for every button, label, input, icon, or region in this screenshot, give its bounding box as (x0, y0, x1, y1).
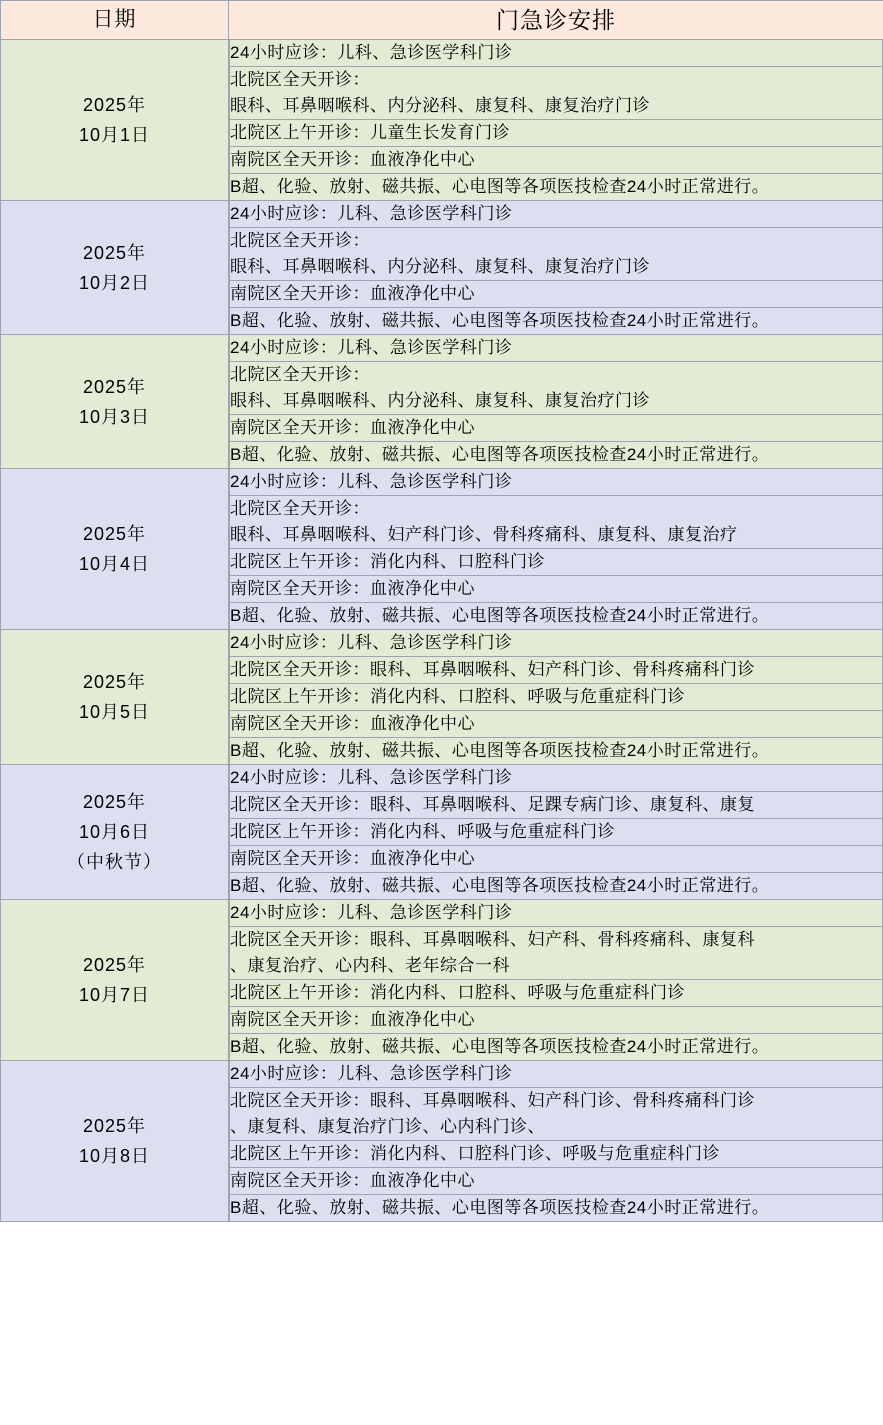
schedule-item-line: 24小时应诊：儿科、急诊医学科门诊 (230, 1064, 513, 1083)
schedule-item-line: 24小时应诊：儿科、急诊医学科门诊 (230, 903, 513, 922)
schedule-item-line: 南院区全天开诊：血液净化中心 (230, 849, 475, 868)
schedule-item-row (230, 1168, 883, 1195)
schedule-item-row (230, 1088, 883, 1141)
schedule-item (230, 657, 883, 684)
schedule-item-row (230, 335, 883, 362)
schedule-cell (229, 40, 883, 201)
schedule-cell (229, 765, 883, 900)
schedule-item-row (230, 603, 883, 630)
schedule-item-row (230, 40, 883, 67)
schedule-item (230, 496, 883, 549)
schedule-item-row (230, 738, 883, 765)
date-cell (1, 335, 229, 469)
schedule-cell (229, 1061, 883, 1222)
schedule-item-row (230, 67, 883, 120)
date-line: 2025年 (82, 792, 147, 812)
schedule-item-row (230, 980, 883, 1007)
table-row (1, 469, 883, 630)
schedule-item-row (230, 684, 883, 711)
date-cell (1, 201, 229, 335)
schedule-item-row (230, 201, 883, 228)
schedule-item-row (230, 147, 883, 174)
schedule-item-row (230, 711, 883, 738)
schedule-item (230, 819, 883, 846)
schedule-item-line: 南院区全天开诊：血液净化中心 (230, 418, 475, 437)
schedule-item-line: 南院区全天开诊：血液净化中心 (230, 150, 475, 169)
schedule-item-line: 24小时应诊：儿科、急诊医学科门诊 (230, 338, 513, 357)
schedule-item-line: 南院区全天开诊：血液净化中心 (230, 714, 475, 733)
schedule-item (230, 900, 883, 927)
schedule-item (230, 120, 883, 147)
table-header (1, 1, 883, 40)
table-row (1, 335, 883, 469)
schedule-item-row (230, 549, 883, 576)
schedule-item-row (230, 281, 883, 308)
table-row (1, 40, 883, 201)
schedule-item-line: 24小时应诊：儿科、急诊医学科门诊 (230, 768, 513, 787)
schedule-item-line: B超、化验、放射、磁共振、心电图等各项医技检查24小时正常进行。 (230, 177, 770, 196)
schedule-item (230, 738, 883, 765)
schedule-item-row (230, 496, 883, 549)
schedule-item-line: 南院区全天开诊：血液净化中心 (230, 579, 475, 598)
schedule-item-line: B超、化验、放射、磁共振、心电图等各项医技检查24小时正常进行。 (230, 1198, 770, 1217)
schedule-cell (229, 630, 883, 765)
schedule-item-line: 、康复治疗、心内科、老年综合一科 (230, 956, 510, 975)
table-row (1, 201, 883, 335)
schedule-item-line: 北院区全天开诊：眼科、耳鼻咽喉科、足踝专病门诊、康复科、康复 (230, 795, 755, 814)
schedule-item-line: 眼科、耳鼻咽喉科、内分泌科、康复科、康复治疗门诊 (230, 257, 650, 276)
schedule-item-line: 北院区全天开诊：眼科、耳鼻咽喉科、妇产科门诊、骨科疼痛科门诊 (230, 660, 755, 679)
date-line: 2025年 (82, 1116, 147, 1136)
schedule-item (230, 174, 883, 201)
schedule-item-row (230, 469, 883, 496)
schedule-item-row (230, 900, 883, 927)
table-row (1, 900, 883, 1061)
date-line: 10月1日 (78, 125, 151, 145)
schedule-item-row (230, 228, 883, 281)
date-cell (1, 765, 229, 900)
schedule-item-line: 24小时应诊：儿科、急诊医学科门诊 (230, 472, 513, 491)
date-cell (1, 900, 229, 1061)
date-line: 10月6日 (78, 822, 151, 842)
date-line: 2025年 (82, 524, 147, 544)
schedule-item (230, 67, 883, 120)
schedule-item (230, 1141, 883, 1168)
schedule-item (230, 980, 883, 1007)
schedule-item (230, 281, 883, 308)
schedule-item (230, 469, 883, 496)
schedule-item-list (229, 335, 883, 468)
schedule-item-row (230, 792, 883, 819)
schedule-item (230, 603, 883, 630)
schedule-item-row (230, 120, 883, 147)
schedule-item-row (230, 657, 883, 684)
schedule-item (230, 147, 883, 174)
schedule-item-list (229, 1061, 883, 1221)
schedule-item-line: 24小时应诊：儿科、急诊医学科门诊 (230, 633, 513, 652)
schedule-item-line: B超、化验、放射、磁共振、心电图等各项医技检查24小时正常进行。 (230, 741, 770, 760)
date-cell (1, 1061, 229, 1222)
date-line: 10月7日 (78, 985, 151, 1005)
schedule-item-line: 北院区上午开诊：消化内科、口腔科、呼吸与危重症科门诊 (230, 687, 685, 706)
schedule-cell (229, 335, 883, 469)
schedule-item (230, 228, 883, 281)
date-cell (1, 40, 229, 201)
date-line: 10月5日 (78, 702, 151, 722)
schedule-item-list (229, 201, 883, 334)
date-cell (1, 630, 229, 765)
date-line: 10月3日 (78, 406, 151, 427)
date-line: 2025年 (82, 955, 147, 975)
schedule-cell (229, 469, 883, 630)
schedule-item (230, 442, 883, 469)
schedule-item (230, 873, 883, 900)
schedule-item-line: 眼科、耳鼻咽喉科、内分泌科、康复科、康复治疗门诊 (230, 391, 650, 410)
schedule-item-line: B超、化验、放射、磁共振、心电图等各项医技检查24小时正常进行。 (230, 311, 770, 330)
schedule-item (230, 1007, 883, 1034)
table-row (1, 630, 883, 765)
schedule-item (230, 308, 883, 335)
schedule-item-line: 、康复科、康复治疗门诊、心内科门诊、 (230, 1117, 545, 1136)
schedule-item-row (230, 1034, 883, 1061)
schedule-item-row (230, 846, 883, 873)
date-cell (1, 469, 229, 630)
schedule-item-line: 北院区全天开诊：眼科、耳鼻咽喉科、妇产科、骨科疼痛科、康复科 (230, 930, 755, 949)
schedule-item-row (230, 927, 883, 980)
schedule-item-row (230, 1061, 883, 1088)
schedule-item-line: 北院区上午开诊：消化内科、口腔科门诊 (230, 552, 545, 571)
schedule-item-row (230, 630, 883, 657)
schedule-item (230, 765, 883, 792)
date-line: 10月2日 (78, 272, 151, 293)
schedule-item-line: 24小时应诊：儿科、急诊医学科门诊 (230, 43, 513, 62)
schedule-item-row (230, 442, 883, 469)
schedule-item (230, 684, 883, 711)
table-row (1, 1061, 883, 1222)
date-line: 2025年 (82, 376, 147, 397)
schedule-item-line: 眼科、耳鼻咽喉科、内分泌科、康复科、康复治疗门诊 (230, 96, 650, 115)
schedule-item (230, 1088, 883, 1141)
schedule-item (230, 40, 883, 67)
schedule-item-row (230, 415, 883, 442)
schedule-item (230, 415, 883, 442)
table-body (1, 40, 883, 1222)
schedule-item (230, 201, 883, 228)
schedule-item-row (230, 1195, 883, 1222)
schedule-item (230, 576, 883, 603)
schedule-item (230, 549, 883, 576)
schedule-item-line: 南院区全天开诊：血液净化中心 (230, 284, 475, 303)
date-line: （中秋节） (67, 852, 162, 872)
schedule-item (230, 1034, 883, 1061)
date-line: 2025年 (82, 95, 147, 115)
schedule-item-line: B超、化验、放射、磁共振、心电图等各项医技检查24小时正常进行。 (230, 876, 770, 895)
schedule-item-row (230, 308, 883, 335)
schedule-item-line: 北院区全天开诊： (230, 231, 370, 250)
schedule-item (230, 335, 883, 362)
schedule-item-row (230, 1007, 883, 1034)
schedule-item-row (230, 174, 883, 201)
date-line: 2025年 (82, 672, 147, 692)
schedule-item-line: 北院区全天开诊：眼科、耳鼻咽喉科、妇产科门诊、骨科疼痛科门诊 (230, 1091, 755, 1110)
schedule-item-row (230, 1141, 883, 1168)
schedule-item-line: 北院区全天开诊： (230, 365, 370, 384)
header-row (1, 1, 883, 40)
schedule-item-line: 南院区全天开诊：血液净化中心 (230, 1171, 475, 1190)
schedule-cell (229, 900, 883, 1061)
schedule-item-line: 北院区上午开诊：消化内科、口腔科、呼吸与危重症科门诊 (230, 983, 685, 1002)
header-date-label: 日期 (1, 1, 229, 40)
schedule-cell (229, 201, 883, 335)
schedule-item-line: B超、化验、放射、磁共振、心电图等各项医技检查24小时正常进行。 (230, 445, 770, 464)
schedule-item (230, 1195, 883, 1222)
schedule-item-row (230, 362, 883, 415)
schedule-item (230, 1061, 883, 1088)
schedule-item-line: 北院区上午开诊：消化内科、呼吸与危重症科门诊 (230, 822, 615, 841)
date-line: 2025年 (82, 242, 147, 263)
schedule-item-line: 北院区上午开诊：消化内科、口腔科门诊、呼吸与危重症科门诊 (230, 1144, 720, 1163)
schedule-item-row (230, 765, 883, 792)
schedule-item-list (229, 469, 883, 629)
table-row (1, 765, 883, 900)
schedule-item-line: 24小时应诊：儿科、急诊医学科门诊 (230, 204, 513, 223)
header-content-label: 门急诊安排 (229, 1, 883, 40)
schedule-item-list (229, 765, 883, 899)
schedule-item-list (229, 630, 883, 764)
schedule-item-list (229, 900, 883, 1060)
schedule-item (230, 792, 883, 819)
schedule-item-line: 北院区全天开诊： (230, 499, 370, 518)
schedule-item-line: 南院区全天开诊：血液净化中心 (230, 1010, 475, 1029)
schedule-item (230, 1168, 883, 1195)
schedule-item (230, 846, 883, 873)
schedule-item-list (229, 40, 883, 200)
date-line: 10月8日 (78, 1146, 151, 1166)
schedule-item-row (230, 819, 883, 846)
schedule-item-row (230, 576, 883, 603)
schedule-item-line: B超、化验、放射、磁共振、心电图等各项医技检查24小时正常进行。 (230, 1037, 770, 1056)
schedule-item-line: 眼科、耳鼻咽喉科、妇产科门诊、骨科疼痛科、康复科、康复治疗 (230, 525, 738, 544)
schedule-item (230, 630, 883, 657)
schedule-item-row (230, 873, 883, 900)
schedule-item (230, 362, 883, 415)
schedule-item-line: 北院区全天开诊： (230, 70, 370, 89)
schedule-item-line: 北院区上午开诊：儿童生长发育门诊 (230, 123, 510, 142)
date-line: 10月4日 (78, 554, 151, 574)
schedule-item (230, 711, 883, 738)
schedule-item-line: B超、化验、放射、磁共振、心电图等各项医技检查24小时正常进行。 (230, 606, 770, 625)
schedule-item (230, 927, 883, 980)
